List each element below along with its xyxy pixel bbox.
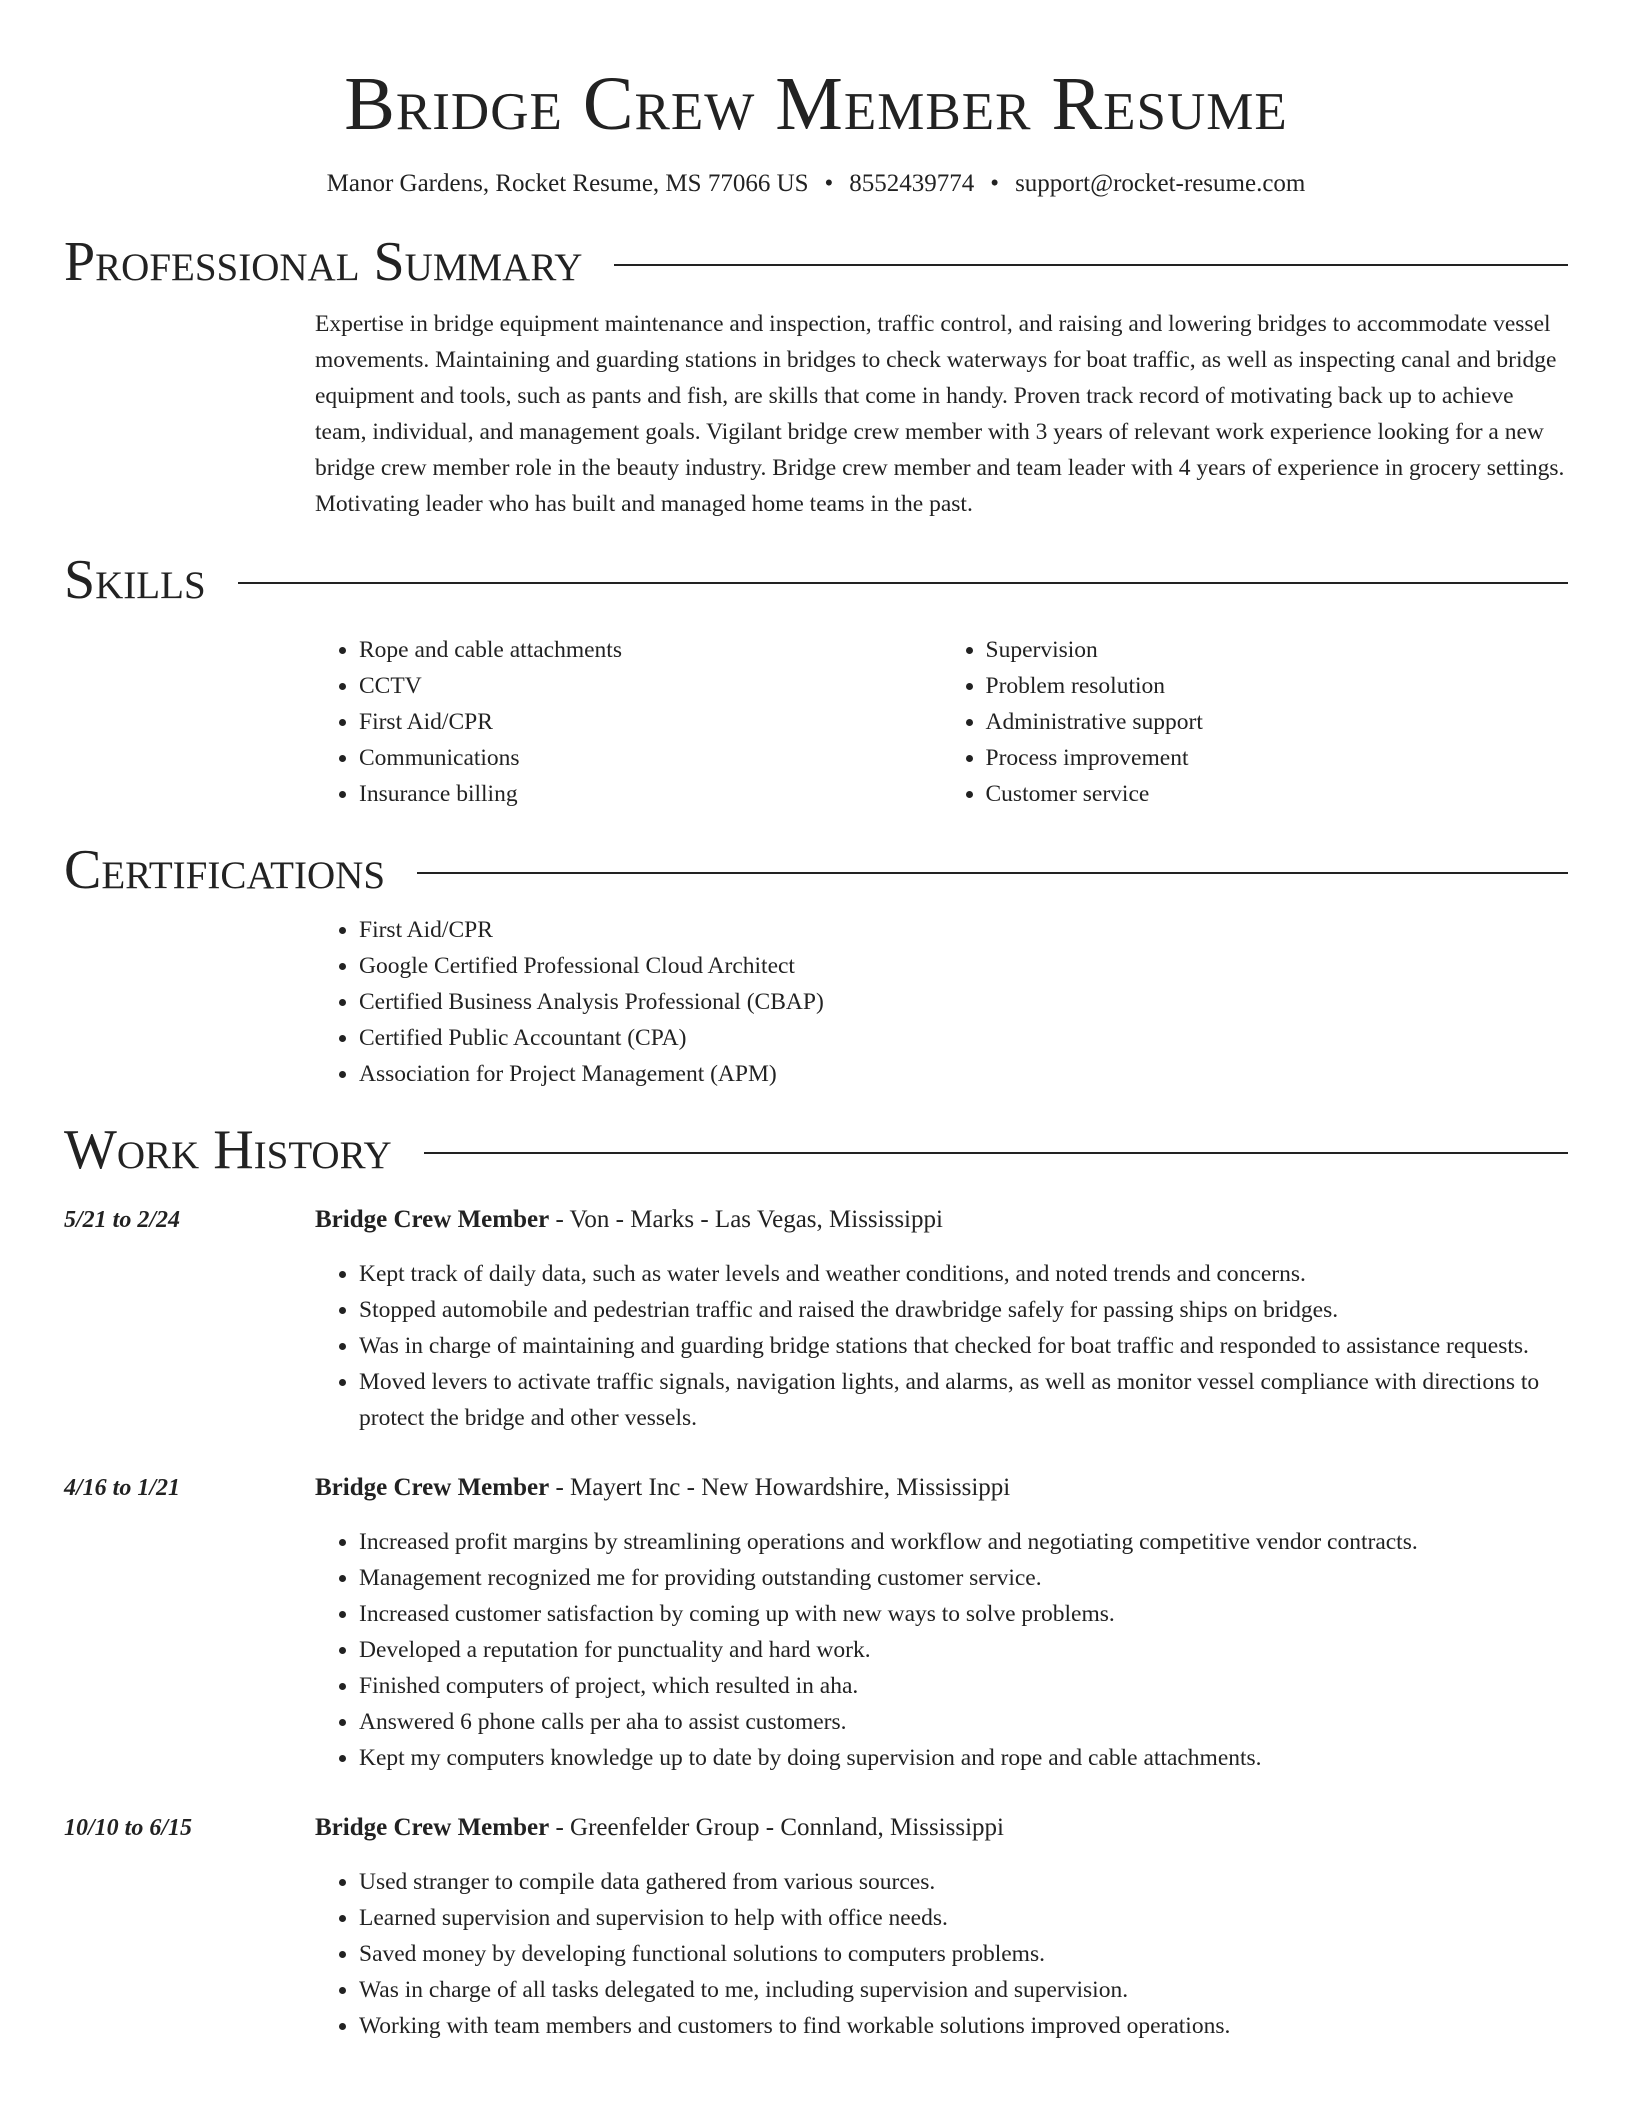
job-company-location: - Mayert Inc - New Howardshire, Mississippi xyxy=(549,1474,1011,1501)
job-dates: 5/21 to 2/24 xyxy=(64,1207,181,1233)
summary-section-header xyxy=(64,230,1568,294)
job-bullet: • Increased profit margins by streamlining operations and workflow and negotiating competitive vendor contracts. xyxy=(359,1524,1568,1560)
contact-phone: 8552439774 xyxy=(849,170,975,197)
job-details xyxy=(315,1202,1568,1436)
summary-heading: Professional Summary xyxy=(64,231,583,293)
resume-page xyxy=(64,0,1568,2044)
certifications-section xyxy=(315,912,1568,1092)
job-title-line xyxy=(315,1202,1568,1238)
certification-item: • Certified Business Analysis Professional (CBAP) xyxy=(359,984,1568,1020)
job-title: Bridge Crew Member xyxy=(315,1814,550,1841)
summary-text: Expertise in bridge equipment maintenance and inspection, traffic control, and raising and lowering bridges to accommodate vessel movements. Maintaining and guarding stations in bridges to check waterways for boat traffic, as well as inspecting canal and bridge equipment and tools, such as pants and fish, are skills that come in handy. Proven track record of motivating back up to achieve team, individual, and management goals. Vigilant bridge crew member with 3 years of relevant work experience looking for a new bridge crew member role in the beauty industry. Bridge crew member and team leader with 4 years of experience in grocery settings. Motivating leader who has built and managed home teams in the past. xyxy=(315,311,1565,517)
contact-separator: • xyxy=(990,170,1000,197)
job-bullet: • Was in charge of maintaining and guarding bridge stations that checked for boat traffic and responded to assistance requests. xyxy=(359,1328,1568,1364)
job-entry xyxy=(64,1470,1568,1776)
section-divider xyxy=(417,872,1568,874)
skill-item: • First Aid/CPR xyxy=(359,704,942,740)
job-title: Bridge Crew Member xyxy=(315,1474,550,1501)
job-bullet: • Finished computers of project, which resulted in aha. xyxy=(359,1668,1568,1704)
job-bullet: • Answered 6 phone calls per aha to assist customers. xyxy=(359,1704,1568,1740)
section-divider xyxy=(238,582,1568,584)
job-title: Bridge Crew Member xyxy=(315,1206,550,1233)
section-divider xyxy=(614,264,1568,266)
work-heading: Work History xyxy=(64,1119,392,1181)
contact-line xyxy=(64,168,1568,200)
skills-section xyxy=(315,632,1568,812)
certification-item: • Google Certified Professional Cloud Architect xyxy=(359,948,1568,984)
skill-item: • CCTV xyxy=(359,668,942,704)
job-dates: 4/16 to 1/21 xyxy=(64,1475,181,1501)
skill-item: • Communications xyxy=(359,740,942,776)
job-bullets xyxy=(315,1864,1568,2044)
job-entry xyxy=(64,1202,1568,1436)
skill-item: • Rope and cable attachments xyxy=(359,632,942,668)
skill-item: • Administrative support xyxy=(986,704,1569,740)
job-bullets xyxy=(315,1256,1568,1436)
job-company-location: - Von - Marks - Las Vegas, Mississippi xyxy=(549,1206,943,1233)
job-bullet: • Moved levers to activate traffic signals, navigation lights, and alarms, as well as monitor vessel compliance with directions to protect the bridge and other vessels. xyxy=(359,1364,1568,1436)
skills-section-header xyxy=(64,548,1568,612)
resume-name: Bridge Crew Member Resume xyxy=(344,62,1288,146)
job-bullet: • Saved money by developing functional solutions to computers problems. xyxy=(359,1936,1568,1972)
job-bullet: • Developed a reputation for punctuality and hard work. xyxy=(359,1632,1568,1668)
job-bullet: • Working with team members and customers to find workable solutions improved operations. xyxy=(359,2008,1568,2044)
skill-item: • Process improvement xyxy=(986,740,1569,776)
job-details xyxy=(315,1470,1568,1776)
job-bullet: • Kept my computers knowledge up to date by doing supervision and rope and cable attachments. xyxy=(359,1740,1568,1776)
summary-section xyxy=(315,306,1568,522)
job-bullet: • Learned supervision and supervision to help with office needs. xyxy=(359,1900,1568,1936)
certification-item: • Certified Public Accountant (CPA) xyxy=(359,1020,1568,1056)
skill-item: • Insurance billing xyxy=(359,776,942,812)
contact-address: Manor Gardens, Rocket Resume, MS 77066 US xyxy=(326,170,809,197)
certification-item: • Association for Project Management (APM) xyxy=(359,1056,1568,1092)
skill-item: • Problem resolution xyxy=(986,668,1569,704)
skill-item: • Customer service xyxy=(986,776,1569,812)
certifications-section-header xyxy=(64,838,1568,902)
skills-list-left xyxy=(315,632,942,812)
job-entry xyxy=(64,1810,1568,2044)
skills-heading: Skills xyxy=(64,549,206,611)
certification-item: • First Aid/CPR xyxy=(359,912,1568,948)
skills-list-right xyxy=(942,632,1569,812)
section-divider xyxy=(424,1152,1568,1154)
job-bullet: • Used stranger to compile data gathered from various sources. xyxy=(359,1864,1568,1900)
skill-item: • Supervision xyxy=(986,632,1569,668)
work-section-header xyxy=(64,1118,1568,1182)
job-company-location: - Greenfelder Group - Connland, Mississippi xyxy=(549,1814,1004,1841)
certifications-list xyxy=(315,912,1568,1092)
job-bullet: • Increased customer satisfaction by coming up with new ways to solve problems. xyxy=(359,1596,1568,1632)
contact-email: support@rocket-resume.com xyxy=(1015,170,1306,197)
job-details xyxy=(315,1810,1568,2044)
contact-separator: • xyxy=(824,170,834,197)
job-bullets xyxy=(315,1524,1568,1776)
job-bullet: • Was in charge of all tasks delegated to me, including supervision and supervision. xyxy=(359,1972,1568,2008)
job-bullet: • Stopped automobile and pedestrian traffic and raised the drawbridge safely for passing ships on bridges. xyxy=(359,1292,1568,1328)
job-bullet: • Management recognized me for providing outstanding customer service. xyxy=(359,1560,1568,1596)
job-title-line xyxy=(315,1470,1568,1506)
job-title-line xyxy=(315,1810,1568,1846)
certifications-heading: Certifications xyxy=(64,839,386,901)
job-bullet: • Kept track of daily data, such as water levels and weather conditions, and noted trends and concerns. xyxy=(359,1256,1568,1292)
job-dates: 10/10 to 6/15 xyxy=(64,1815,193,1841)
